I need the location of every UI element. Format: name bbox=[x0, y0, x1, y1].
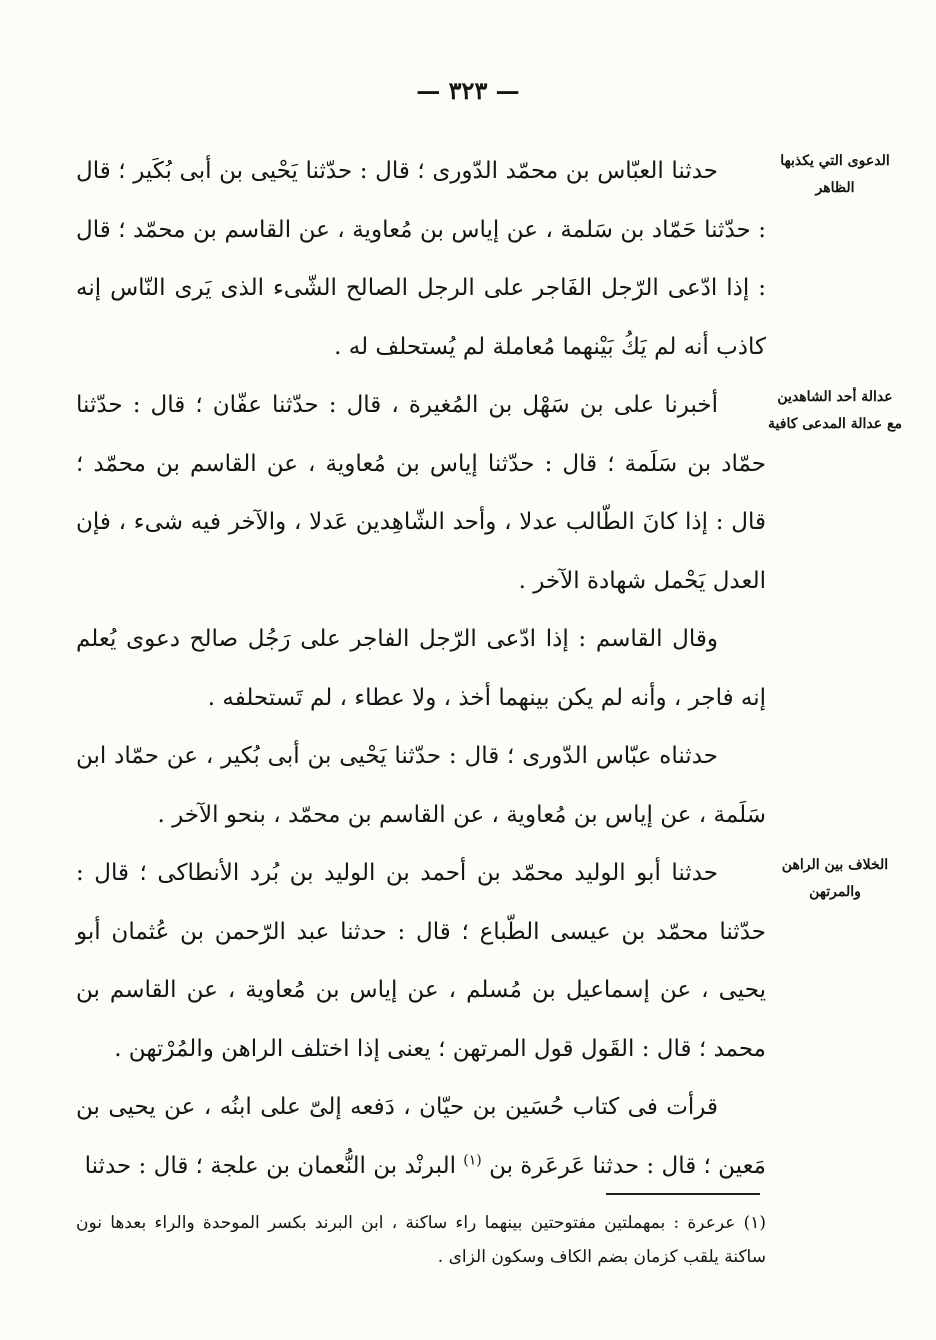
footnote-divider bbox=[606, 1193, 760, 1195]
paragraph-6 bbox=[76, 1078, 766, 1195]
paragraph-6-text: قرأت فى كتاب حُسَين بن حيّان ، دَفعه إلىّ على ابنُه ، عن يحيى بن مَعين ؛ قال : حدثنا عَرعَرة بن bbox=[76, 1094, 766, 1179]
margin-note-witness-fairness: عدالة أحد الشاهدين مع عدالة المدعى كافية bbox=[768, 389, 902, 432]
footnote: (١) عرعرة : بمهملتين مفتوحتين بينهما راء ساكنة ، ابن البرند بكسر الموحدة والراء بعدها نون ساكنة يلقب كزمان بضم الكاف وسكون الزاى . bbox=[76, 1213, 766, 1267]
page-number: — ٣٢٣ — bbox=[416, 76, 520, 105]
paragraph-5: حدثنا أبو الوليد محمّد بن أحمد بن الوليد بن بُرد الأنطاكى ؛ قال : حدّثنا محمّد بن عيسى الطّباع ؛ قال : حدثنا عبد الرّحمن بن عُثمان أبو يحيى ، عن إسماعيل بن مُسلم ، عن إياس بن مُعاوية ، عن القاسم بن محمد ؛ قال : القَول قول المرتهن ؛ يعنى إذا اختلف الراهن والمُرْتهن . bbox=[76, 860, 766, 1062]
main-text bbox=[76, 142, 766, 1195]
paragraph-3: وقال القاسم : إذا ادّعى الرّجل الفاجر على رَجُل صالح دعوى يُعلم إنه فاجر ، وأنه لم يكن بينهما أخذ ، ولا عطاء ، لم تَستحلفه . bbox=[76, 626, 766, 711]
paragraph-6-tail: البرنْد بن النُّعمان بن علجة ؛ قال : حدثنا bbox=[84, 1152, 456, 1179]
margin-note-pledge-dispute: الخلاف بين الراهن والمرتهن bbox=[781, 857, 889, 900]
footnote-marker: (١) bbox=[463, 1151, 482, 1168]
paragraph-4: حدثناه عبّاس الدّورى ؛ قال : حدّثنا يَحْيى بن أبى بُكير ، عن حمّاد ابن سَلَمة ، عن إياس بن مُعاوية ، عن القاسم بن محمّد ، بنحو الآخر . bbox=[76, 743, 766, 828]
margin-note-false-claim: الدعوى التي يكذبها الظاهر bbox=[780, 153, 890, 196]
paragraph-2: أخبرنا على بن سَهْل بن المُغيرة ، قال : حدّثنا عفّان ؛ قال : حدّثنا حمّاد بن سَلَمة ؛ قال : حدّثنا إياس بن مُعاوية ، عن القاسم بن محمّد ؛ قال : إذا كانَ الطّالب عدلا ، وأحد الشّاهِدين عَدلا ، والآخر فيه شىء ، فإن العدل يَحْمل شهادة الآخر . bbox=[76, 392, 766, 594]
paragraph-1: حدثنا العبّاس بن محمّد الدّورى ؛ قال : حدّثنا يَحْيى بن أبى بُكَير ؛ قال : حدّثنا حَمّاد بن سَلمة ، عن إياس بن مُعاوية ، عن القاسم بن محمّد ؛ قال : إذا ادّعى الرّجل الفَاجر على الرجل الصالح الشّىء الذى يَرى النّاس إنه كاذب أنه لم يَكُ بَيْنهما مُعاملة لم يُستحلف له . bbox=[76, 158, 766, 360]
